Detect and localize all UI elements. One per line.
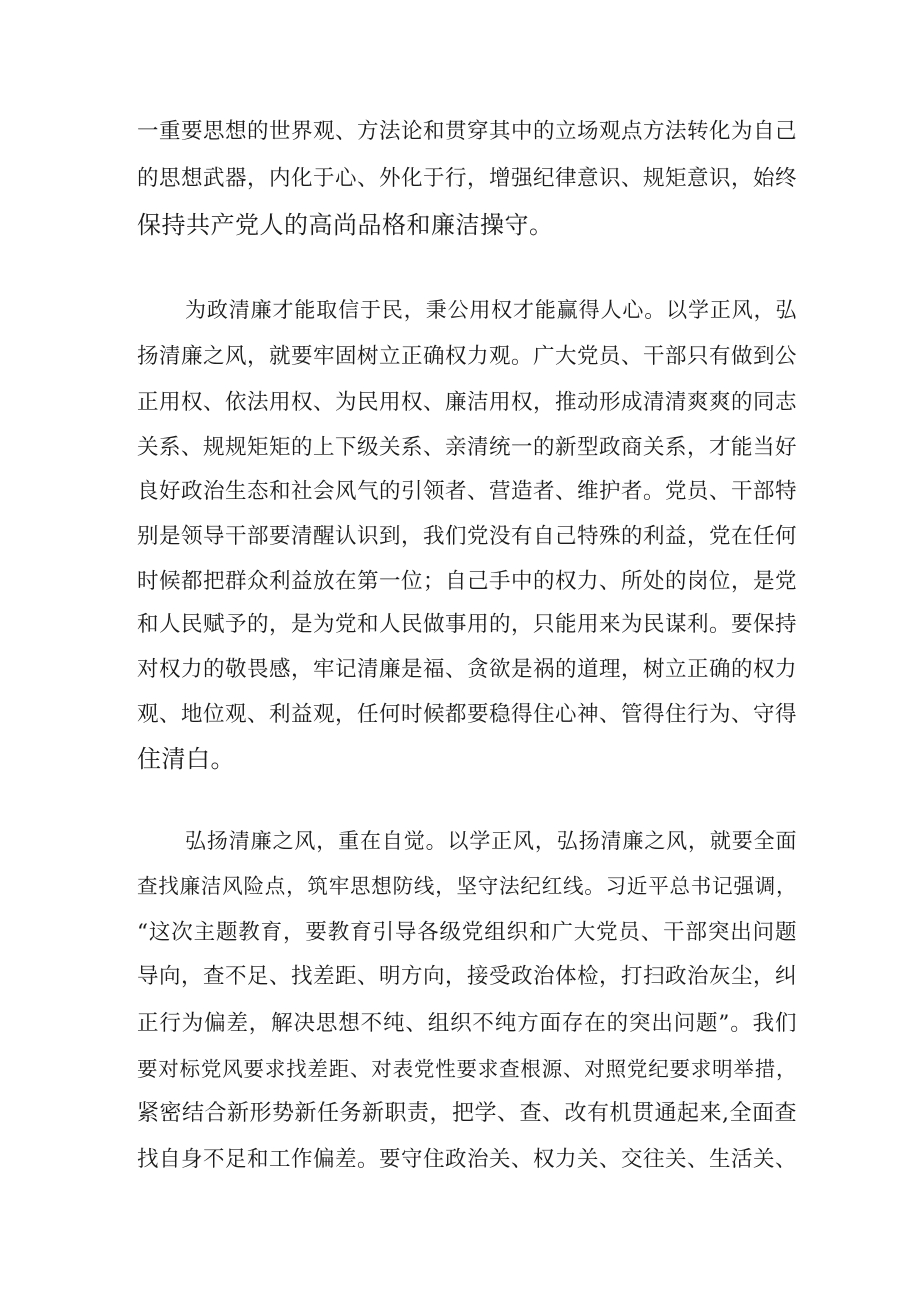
- paragraph-3-line-8: 找自身不足和工作偏差。要守住政治关、权力关、交往关、生活关、: [137, 1147, 798, 1172]
- paragraph-2-line-7: 时候都把群众利益放在第一位；自己手中的权力、所处的岗位，是党: [137, 569, 798, 594]
- paragraph-3-line-1: 弘扬清廉之风，重在自觉。以学正风，弘扬清廉之风，就要全面: [185, 829, 797, 853]
- paragraph-2-line-5: 良好政治生态和社会风气的引领者、营造者、维护者。党员、干部特: [137, 479, 798, 504]
- paragraph-2-line-3: 正用权、依法用权、为民用权、廉洁用权，推动形成清清爽爽的同志: [137, 390, 798, 415]
- paragraph-2-line-11: 住清白。: [137, 745, 235, 773]
- paragraph-3-line-6: 要对标党风要求找差距、对表党性要求查根源、对照党纪要求明举措，: [137, 1057, 797, 1081]
- paragraph-2-line-4: 关系、规规矩矩的上下级关系、亲清统一的新型政商关系，才能当好: [137, 435, 798, 460]
- paragraph-3-line-5: 正行为偏差，解决思想不纯、组织不纯方面存在的突出问题”。我们: [137, 1011, 797, 1036]
- paragraph-2-line-1: 为政清廉才能取信于民，秉公用权才能赢得人心。以学正风，弘: [185, 298, 797, 322]
- paragraph-2-line-9: 对权力的敬畏感，牢记清廉是福、贪欲是祸的道理，树立正确的权力: [137, 657, 798, 682]
- paragraph-2-line-8: 和人民赋予的，是为党和人民做事用的，只能用来为民谋利。要保持: [137, 612, 798, 637]
- paragraph-2-line-10: 观、地位观、利益观，任何时候都要稳得住心神、管得住行为、守得: [137, 702, 798, 727]
- paragraph-2-line-6: 别是领导干部要清醒认识到，我们党没有自己特殊的利益，党在任何: [137, 524, 798, 549]
- paragraph-1-line-1: 一重要思想的世界观、方法论和贯穿其中的立场观点方法转化为自己: [137, 119, 798, 144]
- paragraph-3-line-3: “这次主题教育，要教育引导各级党组织和广大党员、干部突出问题: [137, 920, 797, 945]
- paragraph-1-line-3: 保持共产党人的高尚品格和廉洁操守。: [137, 211, 554, 239]
- paragraph-3-line-7: 紧密结合新形势新任务新职责，把学、查、改有机贯通起来,全面查: [137, 1101, 797, 1126]
- paragraph-3-line-4: 导向，查不足、找差距、明方向，接受政治体检，打扫政治灰尘，纠: [137, 964, 798, 989]
- paragraph-3-line-2: 查找廉洁风险点，筑牢思想防线，坚守法纪红线。习近平总书记强调，: [137, 874, 797, 898]
- paragraph-1-line-2: 的思想武器，内化于心、外化于行，增强纪律意识、规矩意识，始终: [137, 166, 798, 191]
- paragraph-2-line-2: 扬清廉之风，就要牢固树立正确权力观。广大党员、干部只有做到公: [137, 344, 798, 369]
